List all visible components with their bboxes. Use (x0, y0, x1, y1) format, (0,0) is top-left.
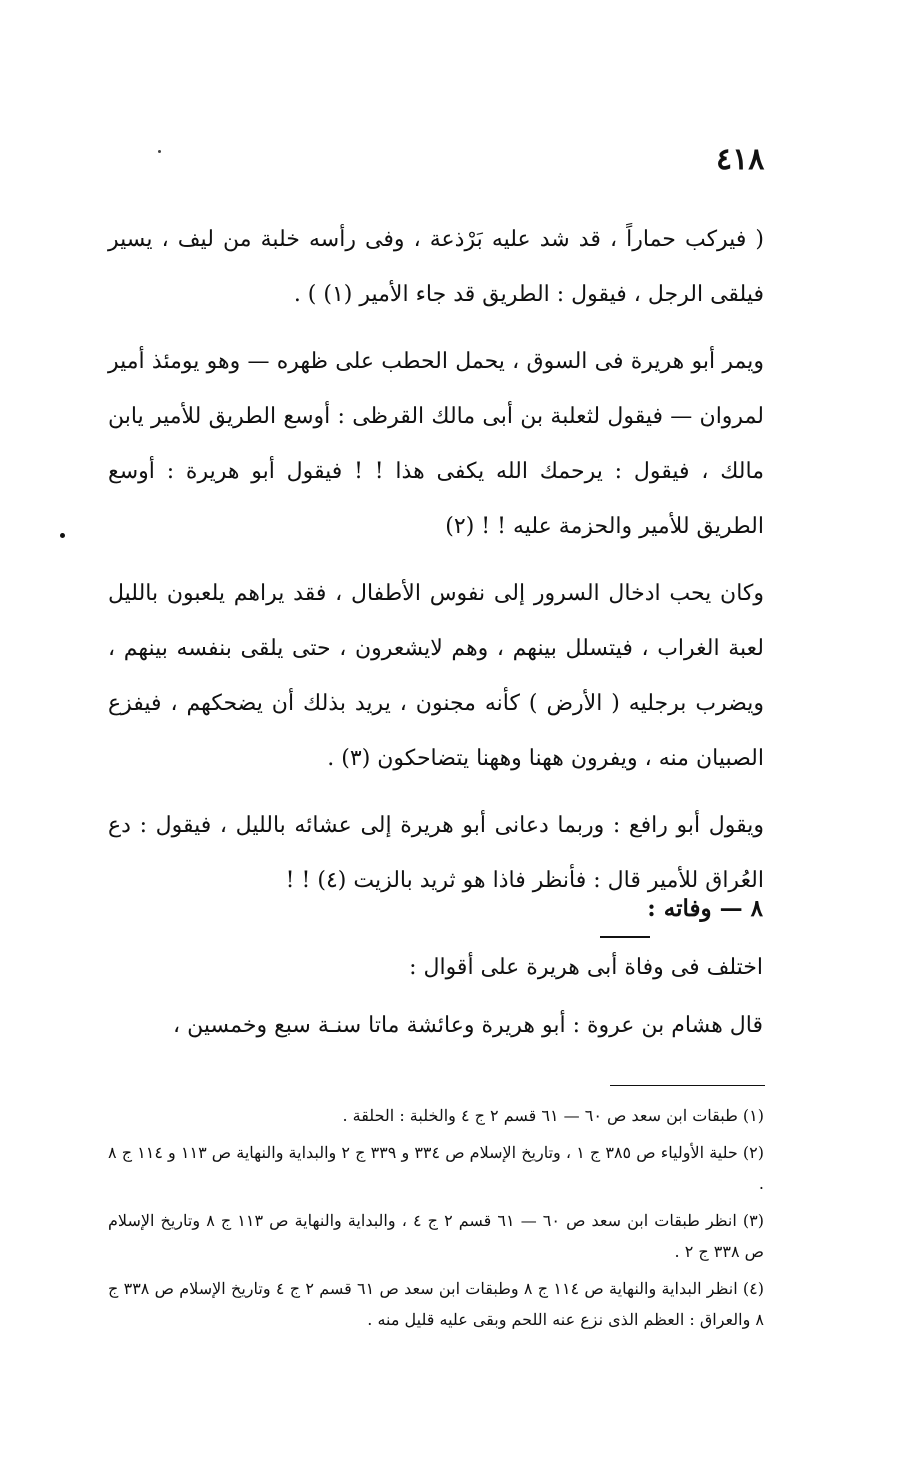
heading-underline (600, 936, 650, 938)
speck (158, 150, 161, 153)
paragraph-3: وكان يحب ادخال السرور إلى نفوس الأطفال ، فقد يراهم يلعبون بالليل لعبة الغراب ، فيتسلل بينهم ، وهم لايشعرون ، حتى يلقى بنفسه بينهم ، ويضرب برجليه ( الأرض ) كأنه مجنون ، يريد بذلك أن يضحكهم ، فيفزع الصبيان منه ، ويفرون ههنا وههنا يتضاحكون (٣) . (108, 581, 764, 771)
footnote-separator (610, 1085, 765, 1086)
paragraph-2: ويمر أبو هريرة فى السوق ، يحمل الحطب على ظهره — وهو يومئذ أمير لمروان — فيقول لثعلبة بن أبى مالك القرظى : أوسع الطريق للأمير يابن مالك ، فيقول : يرحمك الله يكفى هذا ! ! فيقول أبو هريرة : أوسع الطريق للأمير والحزمة عليه ! ! (٢) (108, 349, 764, 539)
body-text (108, 212, 764, 920)
footnote-2: (٢) حلية الأولياء ص ٣٨٥ ج ١ ، وتاريخ الإسلام ص ٣٣٤ و ٣٣٩ ج ٢ والبداية والنهاية ص ١١٣ و ١١٤ ج ٨ . (108, 1143, 765, 1193)
footnote-1: (١) طبقات ابن سعد ص ٦٠ — ٦١ قسم ٢ ج ٤ والخلبة : الحلقة . (342, 1106, 764, 1125)
paragraph-1: ( فيركب حماراً ، قد شد عليه بَرْذعة ، وفى رأسه خلبة من ليف ، يسير فيلقى الرجل ، فيقول : الطريق قد جاء الأمير (١) ) . (108, 227, 764, 307)
section-line-1: اختلف فى وفاة أبى هريرة على أقوال : (409, 955, 763, 980)
paragraph-4: ويقول أبو رافع : وربما دعانى أبو هريرة إلى عشائه بالليل ، فيقول : دع العُراق للأمير قال : فأنظر فاذا هو ثريد بالزيت (٤) ! ! (108, 813, 764, 893)
footnote-3: (٣) انظر طبقات ابن سعد ص ٦٠ — ٦١ قسم ٢ ج ٤ ، والبداية والنهاية ص ١١٣ ج ٨ وتاريخ الإسلام ص ٣٣٨ ج ٢ . (108, 1211, 765, 1261)
section-line-2: قال هشام بن عروة : أبو هريرة وعائشة ماتا سنـة سبع وخمسين ، (173, 1013, 763, 1038)
margin-mark (60, 533, 65, 538)
page-number: ٤١٨ (716, 142, 765, 177)
section-heading: ٨ — وفاته : (647, 895, 763, 922)
footnotes (108, 1100, 764, 1341)
footnote-4: (٤) انظر البداية والنهاية ص ١١٤ ج ٨ وطبقات ابن سعد ص ٦١ قسم ٢ ج ٤ وتاريخ الإسلام ص ٣٣٨ ج ٨ والعراق : العظم الذى نزع عنه اللحم وبقى عليه قليل منه . (108, 1279, 765, 1329)
